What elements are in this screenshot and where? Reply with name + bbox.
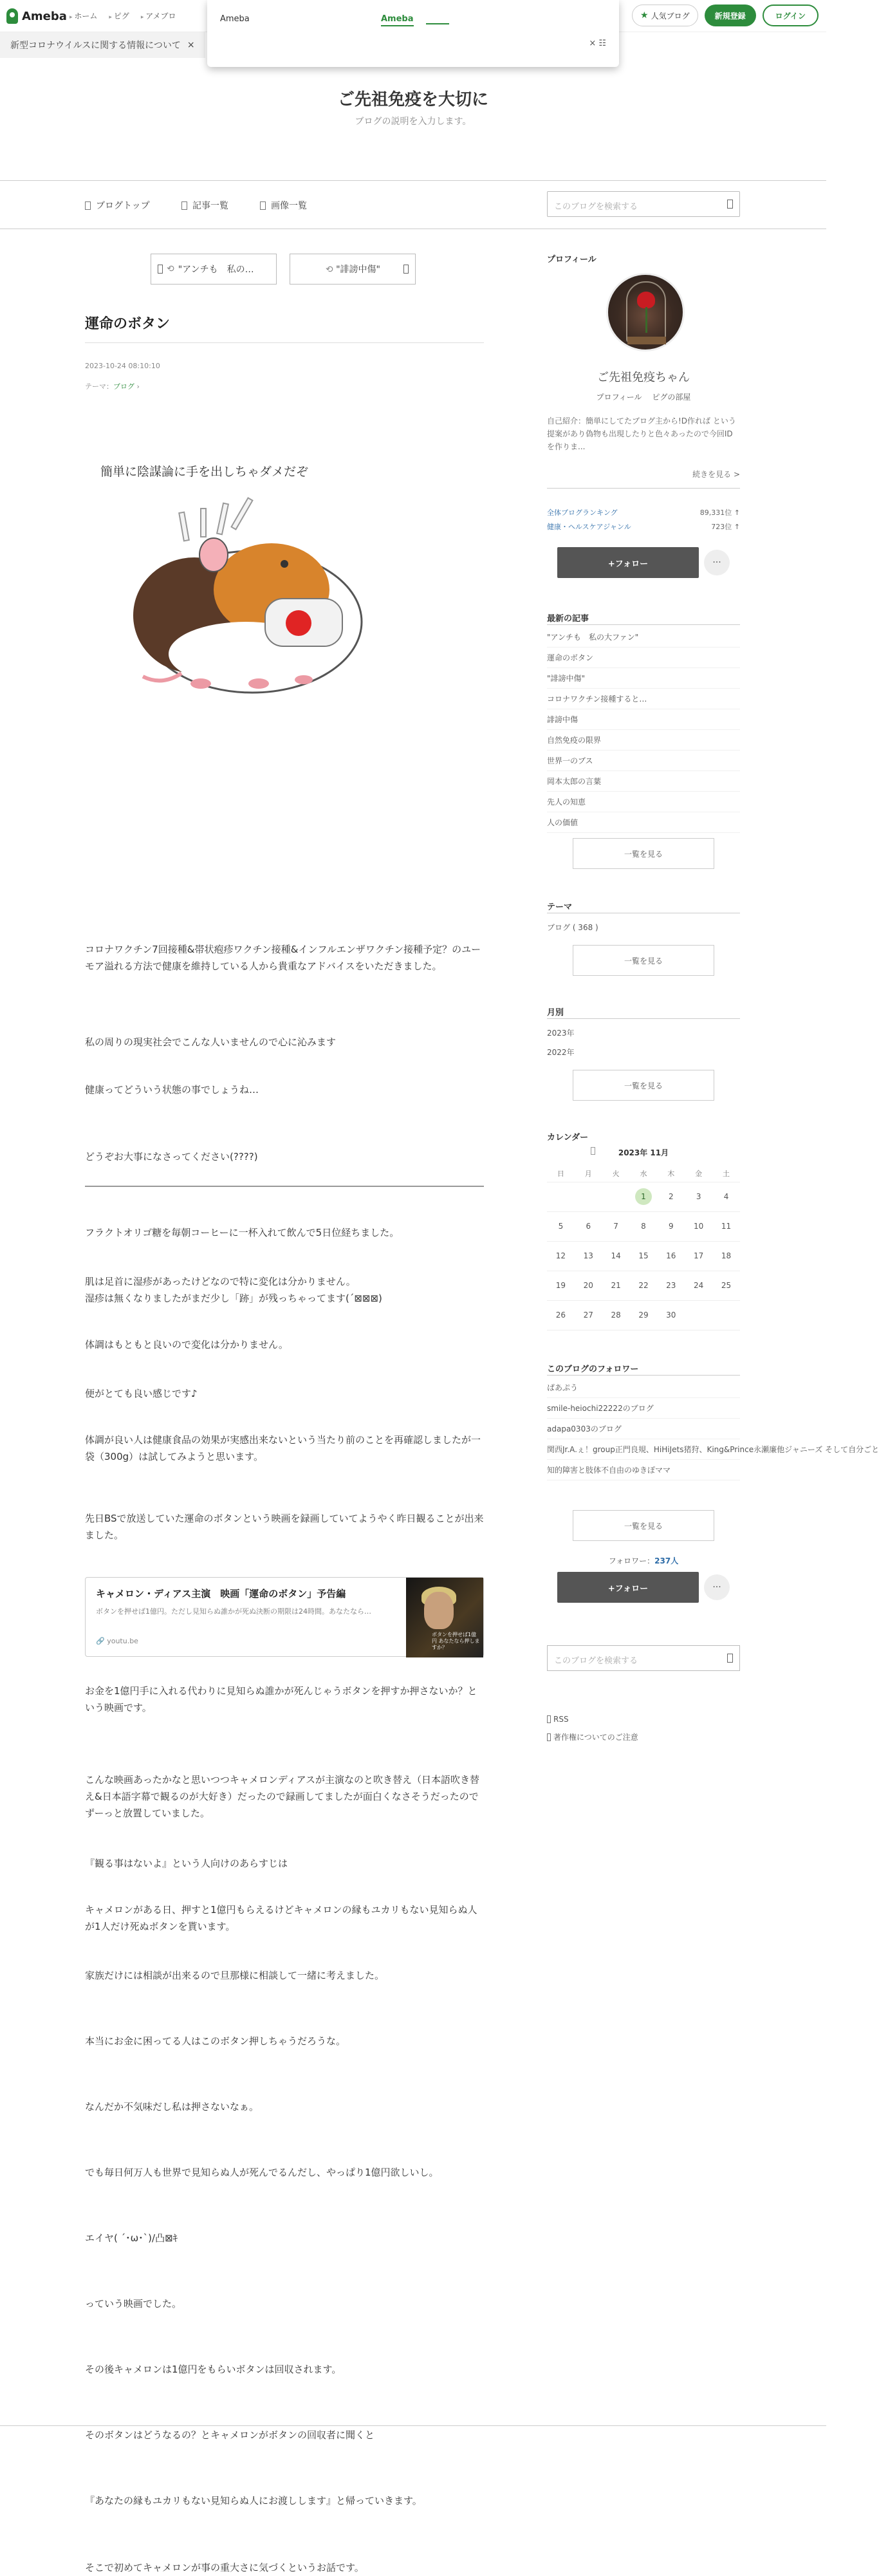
profile-heading: プロフィール [547,255,597,265]
followers-heading: このブログのフォロワー [547,1365,639,1374]
recent-entry-link[interactable]: 先人の知恵 [547,792,740,812]
paragraph: こんな映画あったかなと思いつつキャメロンディアスが主演なのと吹き替え（日本語吹き替え&日本語字幕で観るのが大好き）だったので録画してましたが面白くなさそうだったのでずーっと放置していました。 [85,1774,480,1819]
profile-intro: 自己紹介：簡単にしてたブログ主から!D作れば という提案があり偽物も出現したりと色々あったので今回IDを作りま... [547,416,736,451]
calendar-day: 14 [602,1241,630,1271]
weekday: 金 [685,1165,712,1182]
link-icon: ⟲ [167,264,174,274]
ameba-logo[interactable] [6,6,67,26]
popup-underline [426,23,449,24]
nav-blog-top-label: ブログトップ [96,201,150,211]
entry-date: 2023-10-24 08:10:10 [85,362,160,370]
follower-count [547,1555,740,1566]
calendar-day: 20 [575,1271,602,1300]
theme-link[interactable]: ブログ [113,382,134,391]
follow-button-bottom[interactable]: +フォロー [557,1572,699,1603]
calendar-day: 9 [657,1211,685,1241]
theme-heading: テーマ [547,902,573,912]
calendar-day: 11 [712,1211,740,1241]
calendar-day: 22 [630,1271,658,1300]
recent-entry-link[interactable]: "誹謗中傷" [547,668,740,689]
paragraph: その後キャメロンは1億円をもらいボタンは回収されます。 [85,2364,342,2375]
blog-description: ブログの説明を入力します。 [355,117,472,127]
paragraph: フラクトオリゴ糖を毎朝コーヒーに一杯入れて飲んで5日位経ちました。 [85,1227,400,1238]
weekday: 火 [602,1165,630,1182]
calendar-day: 3 [685,1182,712,1211]
recent-entry-link[interactable]: 運命のボタン [547,648,740,668]
follower-count-label: フォロワー： [608,1556,655,1565]
rose-stem [645,307,647,333]
weekday: 土 [712,1165,740,1182]
video-source-label: youtu.be [107,1637,138,1645]
calendar-day: 15 [630,1241,658,1271]
paragraph: どうぞお大事になさってください(????) [85,1151,258,1162]
theme-item[interactable]: ブログ ( 368 ) [547,923,598,932]
calendar-day: 13 [575,1241,602,1271]
calendar-day: 27 [575,1300,602,1330]
calendar-day: 4 [712,1182,740,1211]
nav-blog-top[interactable] [85,199,150,212]
popup-close-button[interactable]: × ☷ [589,39,606,48]
calendar-day [602,1182,630,1211]
paragraph: 『あなたの縁もユカリもない見知らぬ人にお渡しします』と帰っていきます。 [85,2495,422,2506]
hamster-illustration [98,461,368,699]
blog-nav [0,180,826,229]
chevron-left-icon [158,265,163,274]
recent-entry-link[interactable]: 人の価値 [547,812,740,833]
rss-label: RSS [553,1715,569,1724]
rose-image [637,292,655,308]
search-icon[interactable] [727,1654,733,1663]
search-placeholder: このブログを検索する [554,202,638,212]
nav-image-list-label: 画像一覧 [271,201,307,211]
avatar[interactable] [606,273,685,351]
paragraph: 体調が良い人は健康食品の効果が実感出来ないという当たり前のことを再確認しましたが一袋（300g）は試してみようと思います。 [85,1434,481,1462]
see-all-themes-button[interactable]: 一覧を見る [573,945,714,976]
see-all-entries-button[interactable]: 一覧を見る [573,838,714,869]
calendar-day: 25 [712,1271,740,1300]
section-divider [85,1186,484,1187]
video-source [96,1637,138,1645]
link-icon: 🔗 [96,1637,107,1645]
month-item[interactable]: 2023年 [547,1029,575,1038]
calendar-day: 17 [685,1241,712,1271]
see-all-followers-button[interactable]: 一覧を見る [573,1510,714,1541]
pigg-room-link[interactable]: ピグの部屋 [652,393,691,402]
entry-theme [85,381,140,391]
calendar-day-number: 1 [635,1188,652,1205]
calendar-day: 12 [547,1241,575,1271]
calendar-day: 8 [630,1211,658,1241]
search-placeholder: このブログを検索する [554,1656,638,1666]
see-all-months-button[interactable]: 一覧を見る [573,1070,714,1101]
profile-name[interactable]: ご先祖免疫ちゃん [597,371,690,384]
calendar-day: 28 [602,1300,630,1330]
thumbnail-face [424,1592,454,1629]
paragraph: キャメロンがある日、押すと1億円もらえるけどキャメロンの縁もユカリもない見知らぬ人が1人だけ死ぬボタンを貰います。 [85,1904,477,1932]
read-more-link[interactable]: 続きを見る > [692,470,740,479]
search-icon[interactable] [727,200,733,209]
next-entry-label-wrap [297,263,380,275]
popular-blog-label: 人気ブログ [651,11,690,21]
follower-link[interactable]: adapa0303のブログ [547,1419,740,1439]
calendar-day: 7 [602,1211,630,1241]
paragraph: なんだか不気味だし私は押さないなぁ。 [85,2101,259,2113]
entry-pager [151,254,416,285]
video-title[interactable]: キャメロン・ディアス主演 映画「運命のボタン」予告編 [96,1588,346,1600]
next-entry-button[interactable] [290,254,416,285]
follower-link[interactable]: 知的障害と肢体不自由のゆきぽママ [547,1460,740,1480]
recent-entry-link[interactable]: "アンチも 私の大ファン" [547,627,740,648]
overall-ranking[interactable] [547,507,740,518]
chevron-right-icon: › [134,382,140,391]
divider [547,488,740,489]
title-divider [85,342,484,343]
copyright-label: 著作権についてのご注意 [553,1733,638,1742]
weekday: 水 [630,1165,658,1182]
calendar-day: 5 [547,1211,575,1241]
genre-ranking[interactable] [547,521,740,532]
calendar-day: 18 [712,1241,740,1271]
video-thumbnail[interactable] [406,1578,483,1657]
recent-entry-link[interactable]: コロナワクチン接種すると… [547,689,740,709]
close-icon[interactable]: × [187,40,195,50]
popular-blog-button[interactable] [632,5,698,26]
paragraph: 先日BSで放送していた運命のボタンという映画を録画していてようやく昨日観ることが出来ました。 [85,1513,484,1541]
calendar-day: 23 [657,1271,685,1300]
paragraph: っていう映画でした。 [85,2298,182,2310]
ameba-logo-icon [6,8,18,24]
followers-list [547,1377,879,1480]
more-options-button-bottom[interactable]: ··· [704,1574,730,1600]
paragraph: 体調はもともと良いので変化は分かりません。 [85,1339,288,1350]
popup-label: Ameba [220,14,250,24]
rss-icon [547,1715,551,1723]
rss-link[interactable] [547,1715,569,1724]
calendar-day: 29 [630,1300,658,1330]
calendar-day: 21 [602,1271,630,1300]
calendar-day: 6 [575,1211,602,1241]
ameba-popup [207,0,619,67]
paragraph: そのボタンはどうなるの？とキャメロンがボタンの回収者に聞くと [85,2429,375,2441]
follower-link[interactable]: ぱあぷう [547,1377,740,1398]
nav-image-list[interactable] [260,199,307,212]
image-icon [260,201,266,210]
calendar-day-today[interactable] [630,1182,658,1211]
calendar-day: 19 [547,1271,575,1300]
blog-header [0,67,826,180]
copyright-link[interactable] [547,1731,638,1742]
sidebar-search-input[interactable] [547,1645,740,1671]
nav-home[interactable]: ▸ ホーム [69,10,97,21]
recent-entry-link[interactable]: 世界一のブス [547,751,740,771]
paragraph: 家族だけには相談が出来るので旦那様に相談して一緒に考えました。 [85,1970,385,1981]
recent-entry-link[interactable]: 自然免疫の限界 [547,730,740,751]
blog-search-input[interactable] [547,191,740,217]
follower-link[interactable]: smile-heiochi22222のブログ [547,1398,740,1419]
info-icon [547,1733,551,1741]
calendar-day [575,1182,602,1211]
divider [547,1375,740,1376]
overall-ranking-label: 全体ブログランキング [547,509,618,517]
calendar-day: 26 [547,1300,575,1330]
nav-pigg[interactable]: ▸ ピグ [109,10,129,21]
calendar-day: 16 [657,1241,685,1271]
theme-prefix: テーマ： [85,382,113,391]
calendar-day: 2 [657,1182,685,1211]
genre-ranking-label: 健康・ヘルスケアジャンル [547,523,631,531]
next-entry-label: "誹謗中傷" [336,265,380,275]
month-item[interactable]: 2022年 [547,1048,575,1057]
prev-entry-button[interactable] [151,254,277,285]
paragraph: お金を1億円手に入れる代わりに見知らぬ誰かが死んじゃうボタンを押すか押さないか？という映画です。 [85,1685,477,1713]
youtube-embed-card[interactable] [85,1577,484,1657]
follower-link[interactable]: 関西Jr.A.ぇ！group正門良規、HiHiJets猪狩、King&Prince永瀬廉他ジャニーズ そして自分ごと [547,1439,740,1460]
weekday: 木 [657,1165,685,1182]
recent-entries-list [547,627,740,833]
profile-links [547,391,740,402]
covid-info-bar[interactable] [0,32,205,58]
star-icon: ★ [640,10,649,21]
logo-text: Ameba [22,9,67,23]
recent-entry-link[interactable]: 岡本太郎の言葉 [547,771,740,792]
paragraph: 『観る事はないよ』という人向けのあらすじは [85,1858,288,1869]
month-heading: 月別 [547,1008,564,1018]
follower-count-value[interactable]: 237人 [654,1556,679,1565]
calendar-month: 2023年 11月 [618,1148,669,1157]
page-end-divider [0,2425,826,2426]
nav-entry-list-label: 記事一覧 [192,201,228,211]
home-icon [85,201,91,210]
paragraph: コロナワクチン7回接種&帯状疱疹ワクチン接種&インフルエンザワクチン接種予定？のユーモア溢れる方法で健康を維持している人から貴重なアドバイスをいただきました。 [85,944,481,972]
entry-title[interactable]: 運命のボタン [85,316,171,332]
blog-title[interactable]: ご先祖免疫を大切に [337,90,488,109]
weekday: 月 [575,1165,602,1182]
login-button[interactable]: ログイン [763,5,819,26]
paragraph: エイヤ( ´･ω･`)/凸⊠ｷ [85,2232,178,2244]
paragraph: そこで初めてキャメロンが事の重大さに気づくというお話です。 [85,2562,364,2573]
profile-link[interactable]: プロフィール [596,393,642,402]
illustration-caption: 簡単に陰謀論に手を出しちゃダメだぞ [100,465,309,479]
recent-heading: 最新の記事 [547,614,589,624]
header-actions [632,5,819,26]
calendar-day: 30 [657,1300,685,1330]
video-description: ボタンを押せば1億円。ただし見知らぬ誰かが死ぬ決断の期限は24時間。あなたなら… [96,1607,371,1616]
paragraph: でも毎日何万人も世界で見知らぬ人が死んでるんだし、やっぱり1億円欲しいし。 [85,2167,439,2178]
list-icon [181,201,187,210]
global-nav [69,10,176,21]
paragraph: 私の周りの現実社会でこんな人いませんので心に沁みます [85,1036,337,1048]
calendar-day [712,1300,740,1330]
paragraph: 健康ってどういう状態の事でしょうね… [85,1084,259,1096]
divider [547,1018,740,1019]
prev-entry-label: "アンチも 私の… [178,265,254,275]
follow-button[interactable]: +フォロー [557,547,699,578]
nav-ameblo[interactable]: ▸ アメブロ [141,10,176,21]
recent-entry-link[interactable]: 誹謗中傷 [547,709,740,730]
genre-ranking-value: 723位 ↑ [711,523,740,531]
paragraph: 本当にお金に困ってる人はこのボタン押しちゃうだろうな。 [85,2035,346,2047]
calendar-day: 10 [685,1211,712,1241]
divider [547,624,740,625]
calendar-day: 24 [685,1271,712,1300]
register-button[interactable]: 新規登録 [705,5,756,26]
covid-info-text: 新型コロナウイルスに関する情報について [10,41,181,51]
paragraph: 便がとても良い感じです♪ [85,1388,198,1399]
weekday: 日 [547,1165,575,1182]
calendar-day [547,1182,575,1211]
link-icon: ⟲ [325,265,337,275]
thumbnail-caption: ボタンを押せば1億円 あなたなら押しますか？ [432,1632,480,1650]
paragraph: 肌は足首に湿疹があったけどなので特に変化は分かりません。 湿疹は無くなりましたがまだ少し「跡」が残っちゃってます(´⊠⊠⊠) [85,1276,382,1304]
calendar-heading: カレンダー [547,1133,589,1143]
nav-entry-list[interactable] [181,199,228,212]
more-options-button[interactable]: ··· [704,550,730,575]
popup-link[interactable]: Ameba [381,14,414,26]
calendar-table [547,1165,740,1330]
overall-ranking-value: 89,331位 ↑ [699,509,740,517]
avatar-base [627,337,666,344]
calendar-day [685,1300,712,1330]
chevron-right-icon [403,265,409,274]
